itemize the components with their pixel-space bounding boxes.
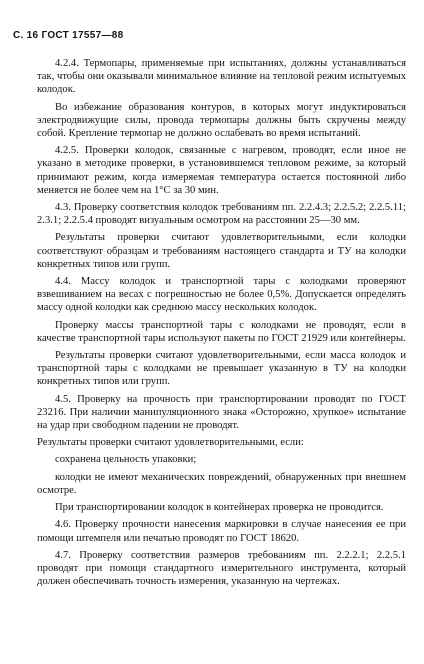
paragraph-4-5-item-packaging: сохранена цельность упаковки; xyxy=(55,454,197,466)
paragraph-4-5: 4.5. Проверку на прочность при транспортировании проводят по ГОСТ 23216. При наличии манипуляционного знака «Осторожно, хрупкое» испытание на удар при свободном падении не проводят. xyxy=(37,393,406,432)
paragraph-4-3: 4.3. Проверку соответствия колодок требованиям пп. 2.2.4.3; 2.2.5.2; 2.2.5.11; 2.3.1; 2.2.5.4 проводят визуальным осмотром на расстоянии 25—30 мм. xyxy=(37,202,406,227)
paragraph-4-3-results: Результаты проверки считают удовлетворительными, если колодки соответствуют образцам и требованиям настоящего стандарта и ТУ на колодки конкретных типов или групп. xyxy=(37,232,406,270)
paragraph-4-5-item-damage: колодки не имеют механических повреждений, обнаруженных при внешнем осмотре. xyxy=(37,471,406,496)
paragraph-thermocouple-wiring: Во избежание образования контуров, в которых могут индуктироваться электродвижущие силы, провода термопары должны быть скручены между собой. Крепление термопар не должно ослабевать во время испытаний. xyxy=(37,101,406,140)
paragraph-4-2-5: 4.2.5. Проверки колодок, связанные с нагревом, проводят, если иное не указано в методике проверки, в установившемся тепловом режиме, за который принимают режим, когда измеряемая температура остается постоянной либо меняется не более чем на 1°С за 30 мин. xyxy=(37,145,406,196)
paragraph-4-4-container: Проверку массы транспортной тары с колодками не проводят, если в качестве транспортной тары используют пакеты по ГОСТ 21929 или контейнеры. xyxy=(37,319,406,344)
paragraph-4-6: 4.6. Проверку прочности нанесения маркировки в случае нанесения ее при помощи штемпеля или печатью проводят по ГОСТ 18620. xyxy=(37,519,406,544)
paragraph-4-4-results: Результаты проверки считают удовлетворительными, если масса колодок и транспортной тары с колодками не превышает указанную в ТУ на колодки конкретных типов или групп. xyxy=(37,350,406,388)
paragraph-4-5-containers: При транспортировании колодок в контейнерах проверка не проводится. xyxy=(55,502,384,514)
paragraph-4-2-4: 4.2.4. Термопары, применяемые при испытаниях, должны устанавливаться так, чтобы они оказывали минимальное влияние на тепловой режим испытуемых колодок. xyxy=(37,58,406,96)
page-header: С. 16 ГОСТ 17557—88 xyxy=(13,30,124,41)
document-body xyxy=(37,57,406,592)
paragraph-4-5-results: Результаты проверки считают удовлетворительными, если: xyxy=(37,437,304,449)
paragraph-4-4: 4.4. Массу колодок и транспортной тары с колодками проверяют взвешиванием на весах с погрешностью не более 0,5%. Допускается определять массу одной колодки как среднюю массу нескольких колодок. xyxy=(37,276,406,314)
paragraph-4-7: 4.7. Проверку соответствия размеров требованиям пп. 2.2.2.1; 2.2.5.1 проводят при помощи стандартного измерительного инструмента, который должен обеспечивать точность измерения, указанную на чертежах. xyxy=(37,549,406,588)
